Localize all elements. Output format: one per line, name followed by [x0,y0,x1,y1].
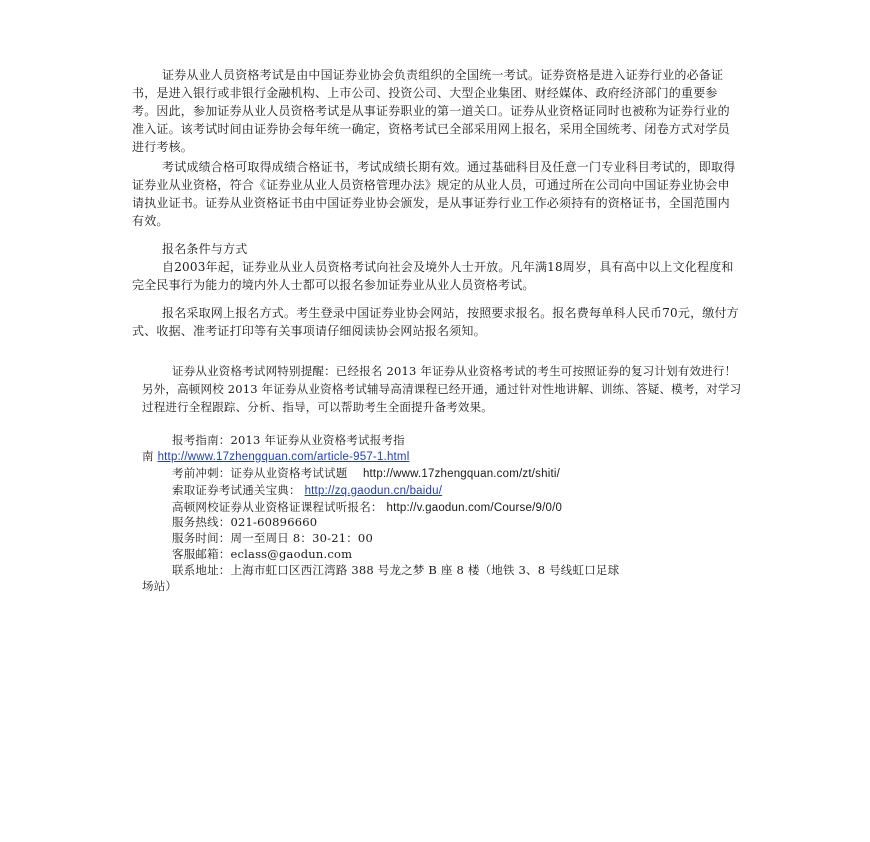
conditions-paragraph: 自2003年起，证券业从业人员资格考试向社会及境外人士开放。凡年满18周岁，具有高中以上文化程度和完全民事行为能力的境内外人士都可以报名参加证券业从业人员资格考试。 [132,260,734,292]
treasure-row [142,482,742,499]
guide-link[interactable]: http://www.17zhengquan.com/article-957-1.html [157,451,410,463]
guide-row [142,448,742,465]
service-email: 客服邮箱：eclass@gaodun.com [172,547,353,561]
trial-url: http://v.gaodun.com/Course/9/0/0 [386,502,563,514]
hotline: 服务热线：021-60896660 [172,515,318,529]
address-line-2: 场站） [142,579,178,593]
treasure-label: 索取证券考试通关宝典： [172,483,301,497]
registration-paragraph: 报名采取网上报名方式。考生登录中国证券业协会网站，按照要求报名。报名费每单科人民币70元，缴付方式、收据、准考证打印等有关事项请仔细阅读协会网站报名须知。 [132,306,739,338]
section-heading: 报名条件与方式 [162,242,248,256]
trial-label: 高顿网校证券从业资格证课程试听报名： [172,500,383,514]
links-section [142,432,742,516]
certificate-paragraph: 考试成绩合格可取得成绩合格证书，考试成绩长期有效。通过基础科目及任意一门专业科目考试的，即取得证券业从业资格，符合《证券业从业人员资格管理办法》规定的从业人员，可通过所在公司向中国证券业协会申请执业证书。证券从业资格证书由中国证券业协会颁发，是从事证券行业工作必须持有的资格证书，全国范围内有效。 [132,160,736,228]
contact-section [142,514,742,594]
notice-paragraph: 证券从业资格考试网特别提醒：已经报名 2013 年证券从业资格考试的考生可按照证券的复习计划有效进行！另外，高顿网校 2013 年证券从业资格考试辅导高清课程已经开通，通过针对性地讲解、训练、答疑、模考，对学习过程进行全程跟踪、分析、指导，可以帮助考生全面提升备考效果。 [142,364,742,414]
sprint-label: 考前冲刺：证券从业资格考试试题 [172,466,348,480]
sprint-row [142,465,742,482]
address-line-1: 联系地址：上海市虹口区西江湾路 388 号龙之梦 B 座 8 楼（地铁 3、8 号线虹口足球 [172,563,620,577]
treasure-link[interactable]: http://zq.gaodun.cn/baidu/ [304,485,443,497]
guide-label-tail: 南 [142,449,154,463]
intro-paragraph: 证券从业人员资格考试是由中国证券业协会负责组织的全国统一考试。证券资格是进入证券行业的必备证书，是进入银行或非银行金融机构、上市公司、投资公司、大型企业集团、财经媒体、政府经济部门的重要参考。因此，参加证券从业人员资格考试是从事证券职业的第一道关口。证券从业资格证同时也被称为证券行业的准入证。该考试时间由证券协会每年统一确定，资格考试已全部采用网上报名，采用全国统考、闭卷方式对学员进行考核。 [132,68,730,154]
sprint-url: http://www.17zhengquan.com/zt/shiti/ [362,468,560,480]
service-hours: 服务时间：周一至周日 8：30-21：00 [172,531,373,545]
guide-label: 报考指南：2013 年证券从业资格考试报考指 [172,433,405,447]
